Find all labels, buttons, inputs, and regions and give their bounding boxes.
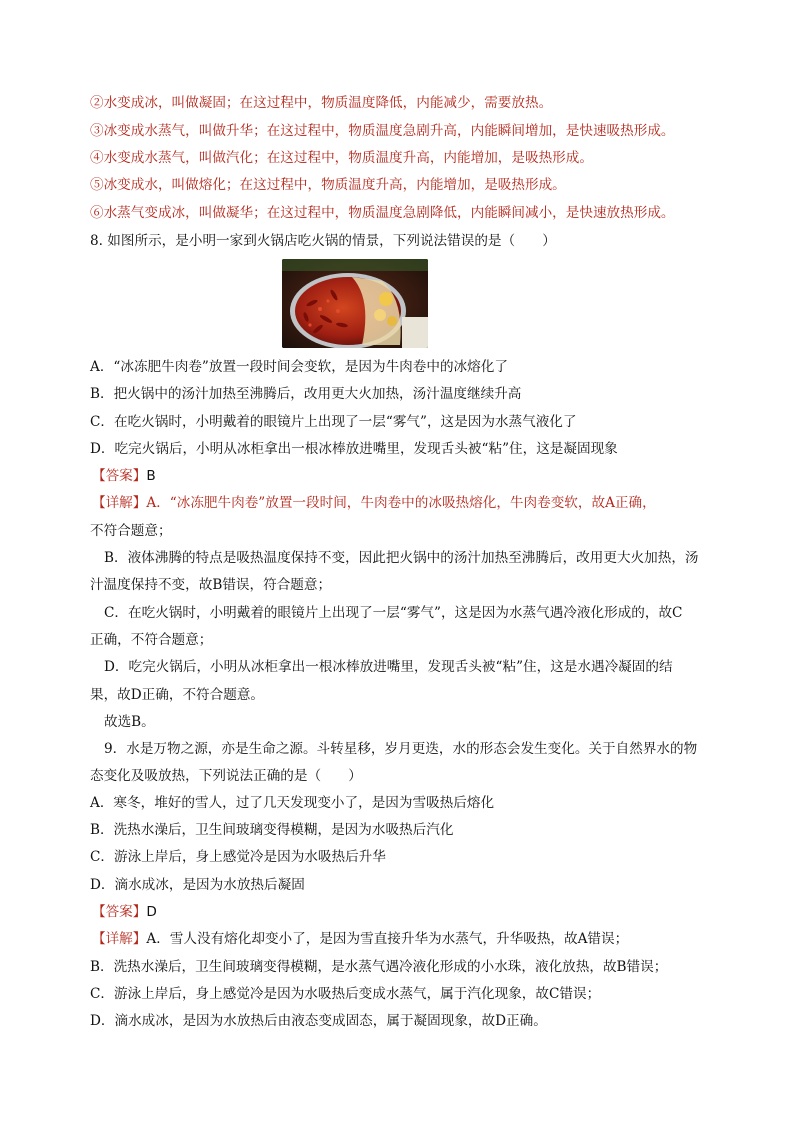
q8-detail-c1: C．在吃火锅时，小明戴着的眼镜片上出现了一层“雾气”，这是因为水蒸气遇冷液化形成的，故C [104, 605, 683, 621]
q9-option-d: D．滴水成冰，是因为水放热后凝固 [90, 877, 305, 893]
q9-detail-d: D．滴水成冰，是因为水放热后由液态变成固态，属于凝固现象，故D正确。 [90, 1013, 547, 1029]
q9-detail-b: B．洗热水澡后，卫生间玻璃变得模糊，是水蒸气遇冷液化形成的小水珠，液化放热，故B错误； [90, 959, 668, 975]
q9-option-b: B．洗热水澡后，卫生间玻璃变得模糊，是因为水吸热后汽化 [90, 822, 454, 838]
q8-conclusion: 故选B。 [104, 714, 155, 730]
q9-option-c: C．游泳上岸后，身上感觉冷是因为水吸热后升华 [90, 849, 386, 865]
hotpot-illustration [282, 259, 428, 348]
q8-detail-c2: 正确，不符合题意； [90, 632, 213, 648]
note-3: ③冰变成水蒸气，叫做升华；在这过程中，物质温度急剧升高，内能瞬间增加，是快速吸热形成。 [90, 123, 675, 139]
q8-option-a: A．“冰冻肥牛肉卷”放置一段时间会变软，是因为牛肉卷中的冰熔化了 [90, 359, 508, 375]
q9-answer-value: D [146, 904, 157, 920]
q8-detail-a1: A．“冰冻肥牛肉卷”放置一段时间，牛肉卷中的冰吸热熔化，牛肉卷变软，故A正确， [146, 495, 656, 511]
note-2: ②水变成冰，叫做凝固；在这过程中，物质温度降低，内能减少，需要放热。 [90, 95, 553, 111]
q8-stem: 8. 如图所示，是小明一家到火锅店吃火锅的情景，下列说法错误的是（ ） [90, 233, 556, 249]
q8-detail-a2: 不符合题意； [90, 523, 172, 539]
note-6: ⑥水蒸气变成冰，叫做凝华；在这过程中，物质温度急剧降低，内能瞬间减小，是快速放热形成。 [90, 205, 675, 221]
q9-detail-a: A．雪人没有熔化却变小了，是因为雪直接升华为水蒸气，升华吸热，故A错误； [146, 931, 629, 947]
q8-detail-b2: 汁温度保持不变，故B错误，符合题意； [90, 577, 332, 593]
q8-option-d: D．吃完火锅后，小明从冰柜拿出一根冰棒放进嘴里，发现舌头被“粘”住，这是凝固现象 [90, 441, 618, 457]
q9-detail-a-line [92, 930, 628, 948]
q9-stem-line1: 9．水是万物之源，亦是生命之源。斗转星移，岁月更迭，水的形态会发生变化。关于自然界水的物 [104, 741, 698, 757]
q8-option-c: C．在吃火锅时，小明戴着的眼镜片上出现了一层“雾气”，这是因为水蒸气液化了 [90, 414, 577, 430]
q9-detail-c: C．游泳上岸后，身上感觉冷是因为水吸热后变成水蒸气，属于汽化现象，故C错误； [90, 986, 601, 1002]
note-4: ④水变成水蒸气，叫做汽化；在这过程中，物质温度升高，内能增加，是吸热形成。 [90, 150, 593, 166]
q8-detail-b1: B．液体沸腾的特点是吸热温度保持不变，因此把火锅中的汤汁加热至沸腾后，改用更大火加热，汤 [104, 550, 699, 566]
q8-option-b: B．把火锅中的汤汁加热至沸腾后，改用更大火加热，汤汁温度继续升高 [90, 386, 522, 402]
q8-detail-d2: 果，故D正确，不符合题意。 [90, 687, 265, 703]
q9-option-a: A．寒冬，堆好的雪人，过了几天发现变小了，是因为雪吸热后熔化 [90, 795, 495, 811]
q8-answer-value: B [146, 468, 156, 484]
hotpot-image [282, 259, 428, 348]
q9-stem-line2: 态变化及吸放热，下列说法正确的是（ ） [90, 768, 362, 784]
q8-detail-a-line1 [92, 494, 656, 512]
q8-answer-tag: 【答案】 [92, 468, 147, 484]
q9-answer-tag: 【答案】 [92, 904, 147, 920]
q9-answer [92, 903, 157, 921]
q8-detail-tag: 【详解】 [92, 495, 147, 511]
note-5: ⑤冰变成水，叫做熔化；在这过程中，物质温度升高，内能增加，是吸热形成。 [90, 177, 566, 193]
q8-detail-d1: D．吃完火锅后，小明从冰柜拿出一根冰棒放进嘴里，发现舌头被“粘”住，这是水遇冷凝固的结 [104, 659, 673, 675]
q8-answer [92, 467, 156, 485]
q9-detail-tag: 【详解】 [92, 931, 147, 947]
